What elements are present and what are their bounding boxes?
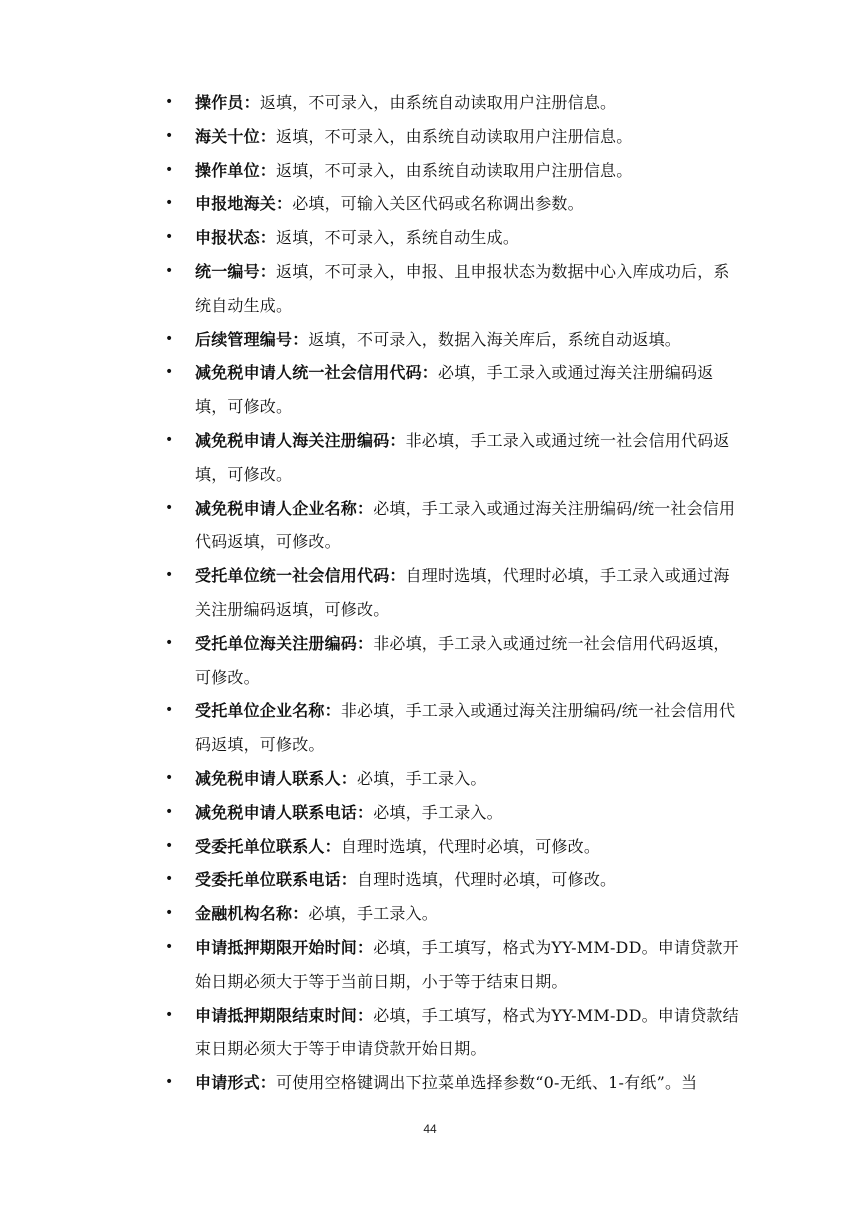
bullet: • bbox=[165, 195, 174, 212]
list-item bbox=[160, 762, 740, 796]
bullet: • bbox=[165, 94, 174, 110]
field-term: 申请抵押期限结束时间： bbox=[195, 1005, 374, 1025]
field-term: 申请抵押期限开始时间： bbox=[195, 937, 374, 957]
field-term: 申报状态： bbox=[195, 228, 277, 248]
bullet: • bbox=[165, 567, 174, 584]
field-term: 减免税申请人海关注册编码： bbox=[195, 430, 406, 450]
list-item bbox=[160, 492, 740, 560]
field-term: 减免税申请人联系电话： bbox=[195, 802, 374, 822]
field-description: 返填，不可录入，由系统自动读取用户注册信息。 bbox=[259, 93, 617, 112]
bullet: • bbox=[165, 1006, 174, 1023]
bullet: • bbox=[165, 1074, 174, 1091]
field-term: 受委托单位联系电话： bbox=[195, 870, 358, 890]
field-description: 必填，手工填写，格式为YY-MM-DD。申请贷款开始日期必须大于等于当前日期，小于等于结束日期。 bbox=[195, 937, 739, 991]
field-description: 必填，手工录入。 bbox=[308, 904, 439, 924]
field-description: 返填，不可录入，系统自动生成。 bbox=[276, 228, 520, 248]
field-description: 必填，手工录入或通过海关注册编码返填，可修改。 bbox=[195, 363, 714, 417]
list-item bbox=[160, 120, 740, 154]
field-term: 操作员： bbox=[195, 93, 260, 112]
field-description: 自理时选填，代理时必填，手工录入或通过海关注册编码返填，可修改。 bbox=[195, 566, 730, 619]
bullet: • bbox=[165, 262, 174, 279]
field-term: 受委托单位联系人： bbox=[195, 836, 341, 856]
field-description: 必填，手工填写，格式为YY-MM-DD。申请贷款结束日期必须大于等于申请贷款开始日期。 bbox=[195, 1005, 739, 1059]
field-description: 返填，不可录入，数据入海关库后，系统自动返填。 bbox=[308, 329, 682, 349]
field-description: 返填，不可录入，由系统自动读取用户注册信息。 bbox=[276, 160, 633, 180]
bullet: • bbox=[165, 837, 174, 854]
bullet: • bbox=[165, 431, 174, 448]
field-description: 必填，手工录入。 bbox=[373, 802, 503, 822]
bullet: • bbox=[165, 938, 174, 955]
field-description: 必填，可输入关区代码或名称调出参数。 bbox=[292, 194, 584, 214]
list-item bbox=[160, 424, 740, 492]
list-item bbox=[160, 1066, 740, 1100]
bullet: • bbox=[165, 634, 174, 651]
bullet: • bbox=[165, 229, 174, 246]
list-item bbox=[160, 897, 740, 931]
field-term: 减免税申请人联系人： bbox=[195, 768, 358, 788]
list-item bbox=[160, 187, 740, 221]
list-item bbox=[160, 627, 740, 695]
field-description: 必填，手工录入或通过海关注册编码/统一社会信用代码返填，可修改。 bbox=[195, 498, 736, 552]
bullet: • bbox=[165, 871, 174, 888]
bullet: • bbox=[165, 905, 174, 922]
bullet: • bbox=[165, 364, 174, 381]
list-item bbox=[160, 323, 740, 357]
list-item bbox=[160, 255, 740, 323]
bullet: • bbox=[165, 803, 174, 820]
page-number: 44 bbox=[423, 1122, 437, 1136]
bullet: • bbox=[165, 499, 174, 516]
list-item bbox=[160, 356, 740, 424]
field-description: 非必填，手工录入或通过统一社会信用代码返填，可修改。 bbox=[195, 430, 730, 484]
bullet: • bbox=[165, 702, 174, 719]
field-term: 受托单位统一社会信用代码： bbox=[195, 566, 406, 586]
field-term: 金融机构名称： bbox=[195, 904, 309, 924]
list-item bbox=[160, 221, 740, 255]
bullet: • bbox=[165, 330, 174, 347]
field-description: 自理时选填，代理时必填，可修改。 bbox=[340, 836, 601, 856]
list-item bbox=[160, 694, 740, 762]
field-description: 自理时选填，代理时必填，可修改。 bbox=[357, 870, 617, 890]
list-item bbox=[160, 863, 740, 897]
list-item bbox=[160, 86, 740, 120]
field-term: 受托单位海关注册编码： bbox=[195, 633, 374, 653]
bullet: • bbox=[165, 769, 174, 786]
field-term: 受托单位企业名称： bbox=[195, 701, 341, 721]
list-item bbox=[160, 931, 740, 999]
field-term: 减免税申请人企业名称： bbox=[195, 498, 374, 518]
field-description: 必填，手工录入。 bbox=[357, 768, 487, 788]
field-term: 海关十位： bbox=[195, 126, 277, 146]
field-description: 返填，不可录入，申报、且申报状态为数据中心入库成功后，系统自动生成。 bbox=[195, 261, 730, 315]
field-description: 返填，不可录入，由系统自动读取用户注册信息。 bbox=[276, 126, 633, 146]
list-item bbox=[160, 830, 740, 864]
list-item bbox=[160, 559, 740, 627]
field-term: 减免税申请人统一社会信用代码： bbox=[195, 363, 439, 383]
list-item bbox=[160, 999, 740, 1067]
field-description: 可使用空格键调出下拉菜单选择参数“0-无纸、1-有纸”。当 bbox=[276, 1073, 698, 1093]
field-description: 非必填，手工录入或通过统一社会信用代码返填，可修改。 bbox=[195, 633, 730, 687]
list-item bbox=[160, 154, 740, 188]
list-item bbox=[160, 796, 740, 830]
field-term: 操作单位： bbox=[195, 160, 277, 180]
field-term: 申报地海关： bbox=[195, 194, 293, 214]
field-term: 申请形式： bbox=[195, 1073, 277, 1093]
field-term: 统一编号： bbox=[195, 261, 277, 281]
field-description-list bbox=[160, 86, 740, 1100]
field-description: 非必填，手工录入或通过海关注册编码/统一社会信用代码返填，可修改。 bbox=[195, 701, 736, 755]
bullet: • bbox=[165, 161, 174, 178]
field-term: 后续管理编号： bbox=[195, 329, 309, 349]
bullet: • bbox=[165, 127, 174, 144]
